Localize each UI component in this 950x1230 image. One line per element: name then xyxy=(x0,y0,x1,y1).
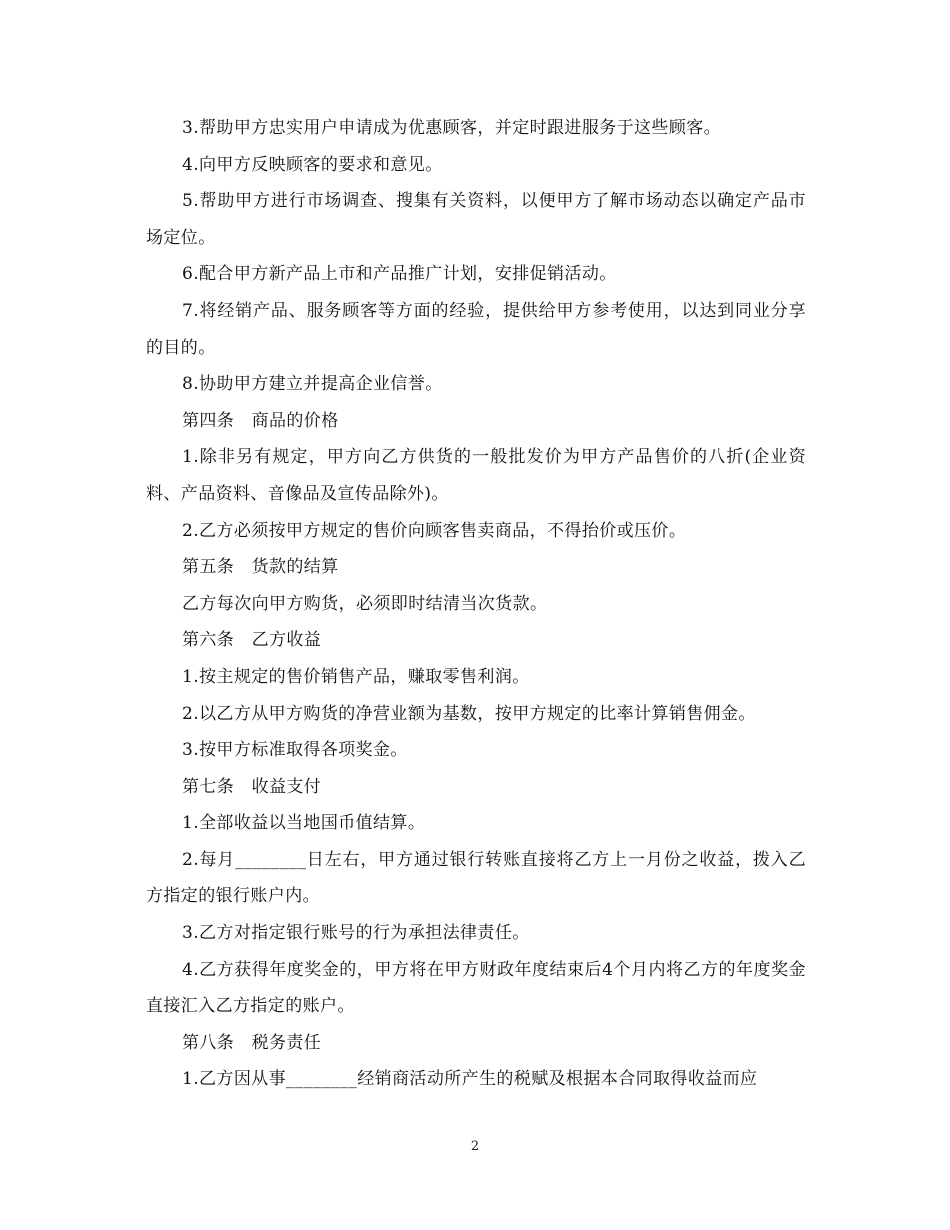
paragraph: 1.除非另有规定，甲方向乙方供货的一般批发价为甲方产品售价的八折(企业资料、产品资料、音像品及宣传品除外)。 xyxy=(146,447,806,504)
section-heading: 第四条 商品的价格 xyxy=(182,410,339,431)
paragraph: 3.帮助甲方忠实用户申请成为优惠顾客，并定时跟进服务于这些顾客。 xyxy=(182,118,722,138)
section-heading: 第六条 乙方收益 xyxy=(182,630,322,651)
paragraph: 7.将经销产品、服务顾客等方面的经验，提供给甲方参考使用，以达到同业分享的目的。 xyxy=(146,300,806,358)
paragraph: 8.协助甲方建立并提高企业信誉。 xyxy=(182,374,443,395)
paragraph: 乙方每次向甲方购货，必须即时结清当次货款。 xyxy=(182,593,548,614)
paragraph: 4.向甲方反映顾客的要求和意见。 xyxy=(182,154,443,175)
paragraph: 1.按主规定的售价销售产品，赚取零售利润。 xyxy=(182,666,530,687)
paragraph: 4.乙方获得年度奖金的，甲方将在甲方财政年度结束后4个月内将乙方的年度奖金直接汇入乙方指定的账户。 xyxy=(146,959,806,1017)
page-number: 2 xyxy=(470,1139,480,1154)
paragraph: 3.乙方对指定银行账号的行为承担法律责任。 xyxy=(182,923,530,944)
paragraph: 2.以乙方从甲方购货的净营业额为基数，按甲方规定的比率计算销售佣金。 xyxy=(182,703,756,724)
paragraph: 1.乙方因从事________经销商活动所产生的税赋及根据本合同取得收益而应 xyxy=(182,1069,758,1090)
paragraph: 6.配合甲方新产品上市和产品推广计划，安排促销活动。 xyxy=(182,264,617,285)
section-heading: 第八条 税务责任 xyxy=(182,1032,322,1053)
paragraph: 2.乙方必须按甲方规定的售价向顾客售卖商品，不得抬价或压价。 xyxy=(182,520,687,541)
paragraph: 2.每月________日左右，甲方通过银行转账直接将乙方上一月份之收益，拨入乙方指定的银行账户内。 xyxy=(146,849,806,907)
paragraph: 5.帮助甲方进行市场调查、搜集有关资料，以便甲方了解市场动态以确定产品市场定位。 xyxy=(146,191,806,248)
paragraph: 1.全部收益以当地国币值结算。 xyxy=(182,813,426,834)
section-heading: 第五条 货款的结算 xyxy=(182,557,339,578)
document-body xyxy=(146,110,806,1098)
section-heading: 第七条 收益支付 xyxy=(182,776,322,797)
paragraph: 3.按甲方标准取得各项奖金。 xyxy=(182,740,408,761)
